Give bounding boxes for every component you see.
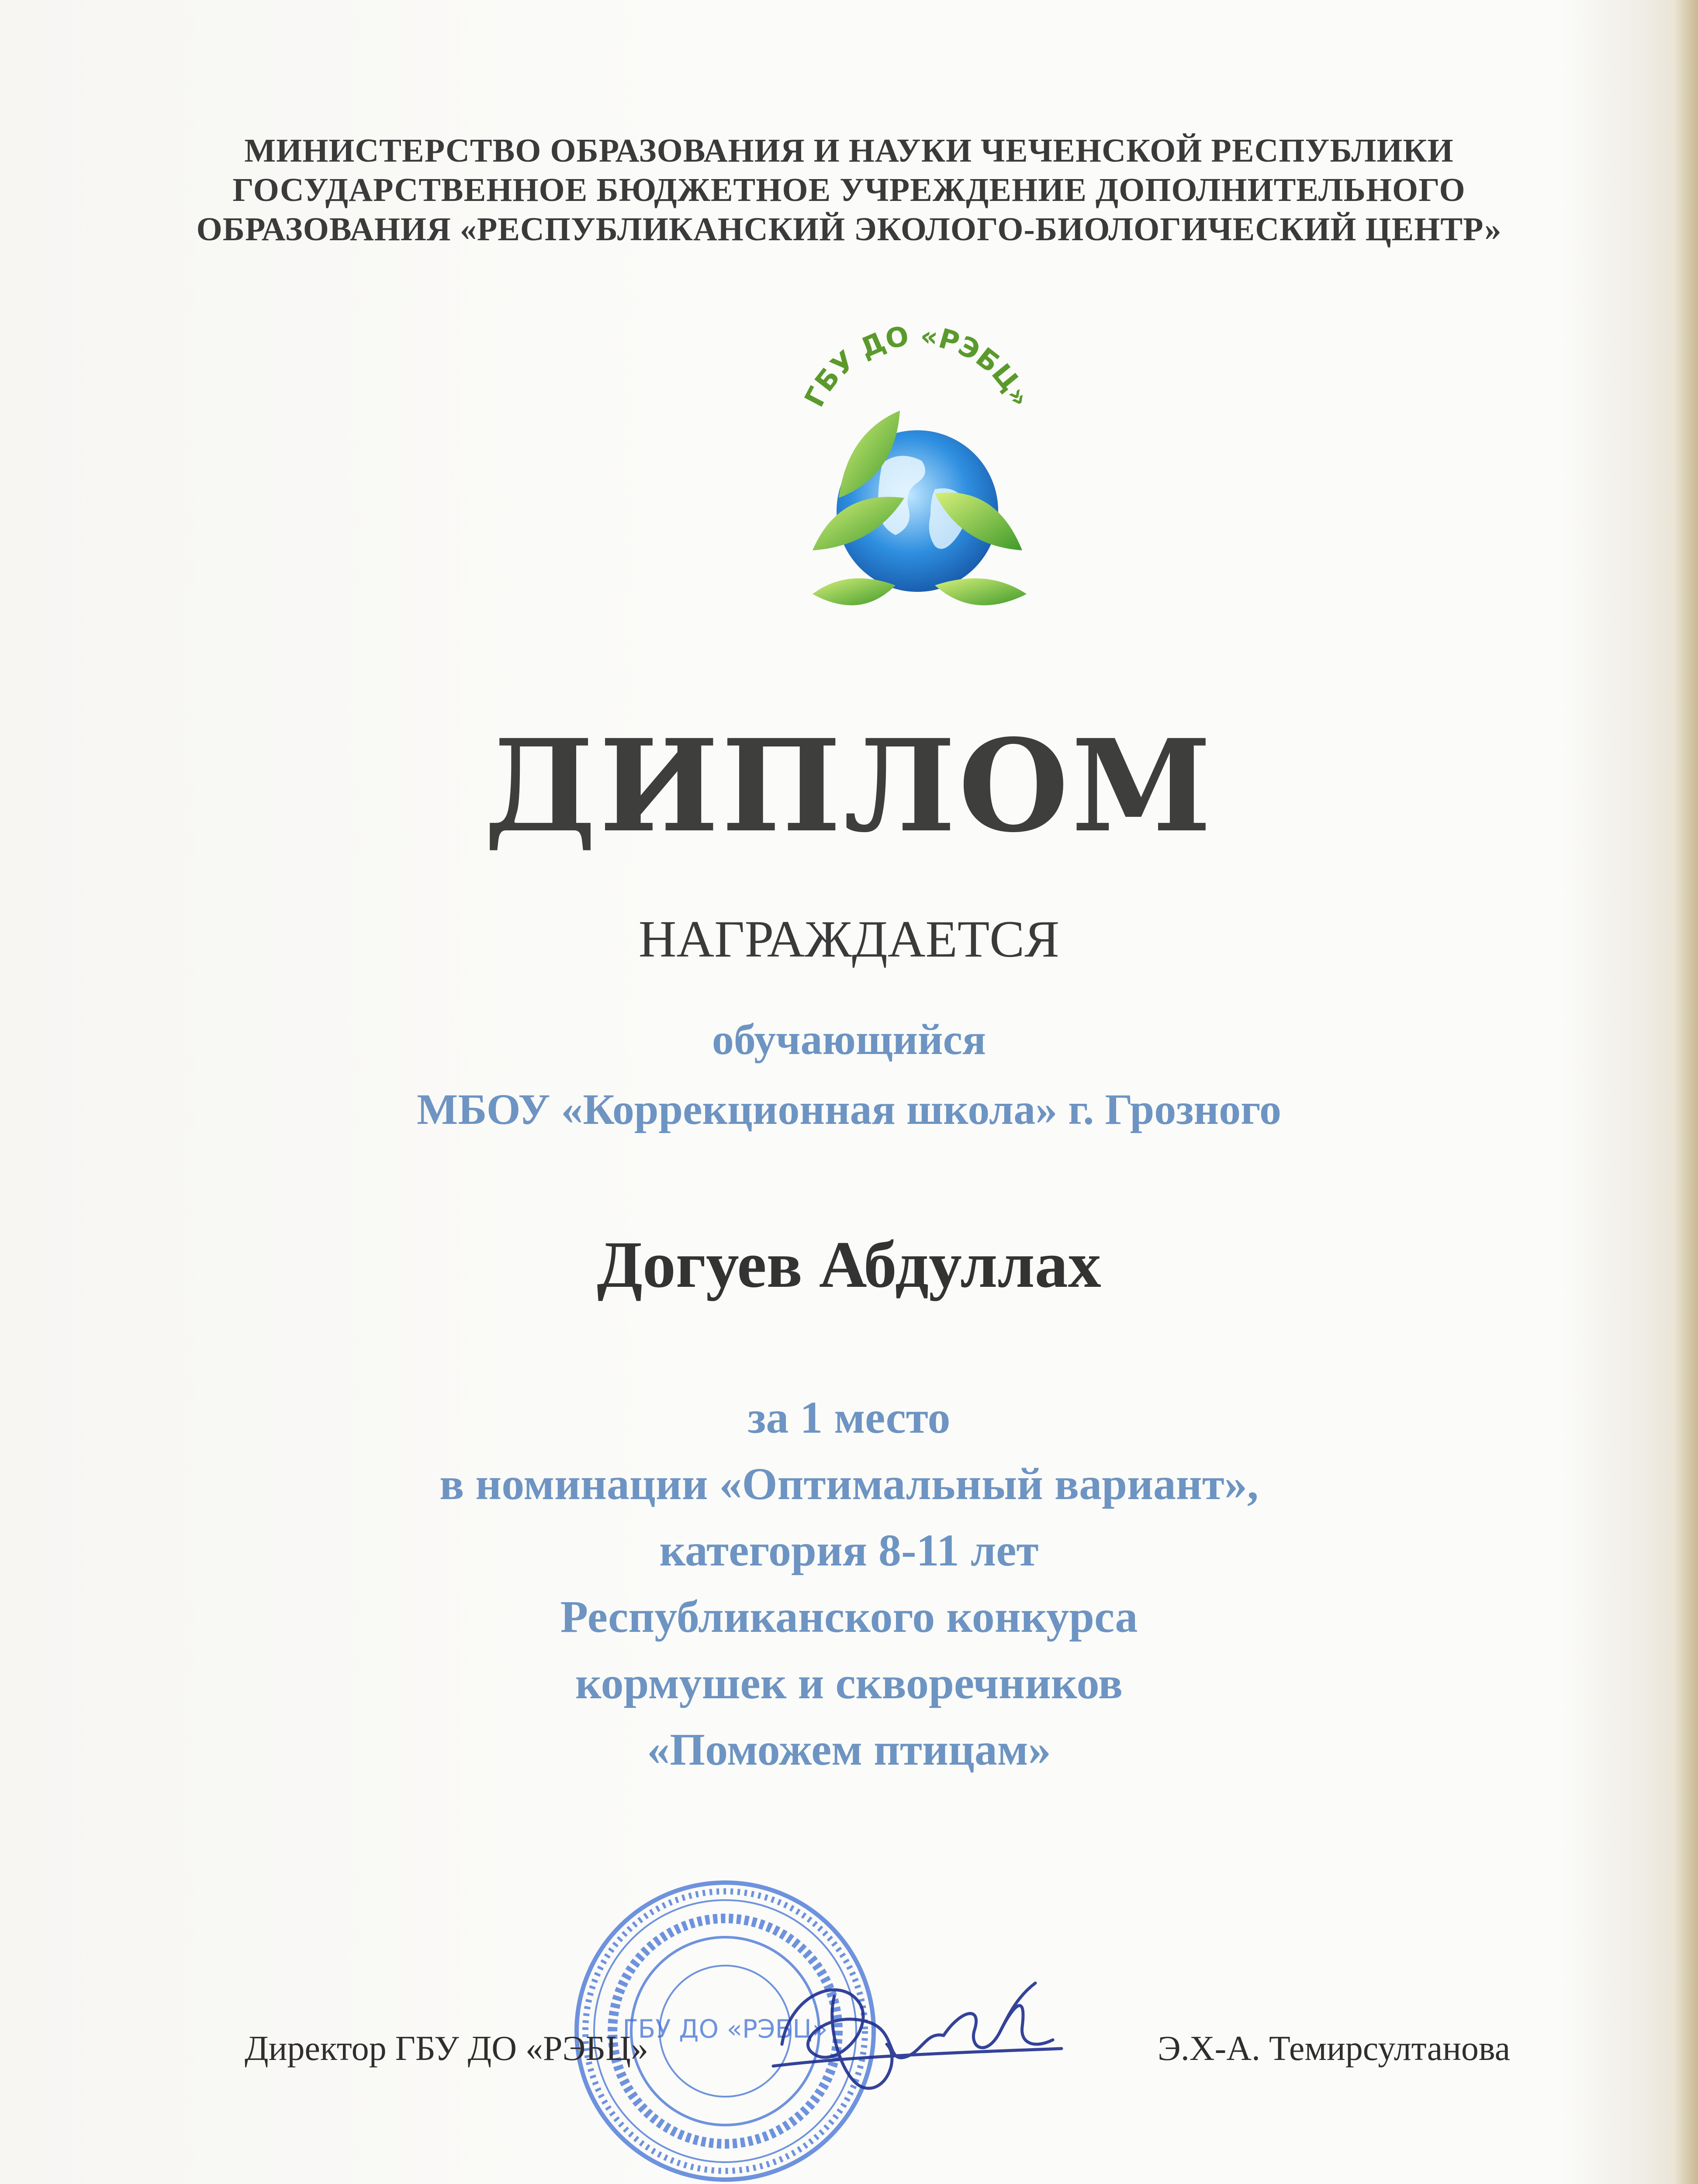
recipient-name: Догуев Абдуллах xyxy=(597,1228,1101,1301)
header-line-1: МИНИСТЕРСТВО ОБРАЗОВАНИЯ И НАУКИ ЧЕЧЕНСКОЙ РЕСПУБЛИКИ xyxy=(244,132,1454,169)
signature-row xyxy=(0,2027,1698,2079)
logo-text: ГБУ ДО «РЭБЦ» xyxy=(798,319,1037,412)
director-position: Директор ГБУ ДО «РЭБЦ» xyxy=(245,2029,648,2068)
student-type: обучающийся xyxy=(712,1015,986,1064)
reason-line-5: кормушек и скворечников xyxy=(575,1658,1123,1708)
globe-with-leaves-icon xyxy=(751,306,1083,638)
school-name: МБОУ «Коррекционная школа» г. Грозного xyxy=(416,1085,1281,1133)
director-name: Э.Х-А. Темирсултанова xyxy=(1158,2029,1511,2068)
award-reason xyxy=(0,1385,1698,1783)
header-line-3: ОБРАЗОВАНИЯ «РЕСПУБЛИКАНСКИЙ ЭКОЛОГО-БИОЛОГИЧЕСКИЙ ЦЕНТР» xyxy=(196,211,1502,248)
diploma-title: ДИПЛОМ xyxy=(484,712,1214,860)
ministry-header xyxy=(0,131,1698,249)
reason-line-2: в номинации «Оптимальный вариант», xyxy=(439,1459,1259,1509)
stamp-text: ГБУ ДО «РЭБЦ» xyxy=(622,2014,828,2044)
reason-line-1: за 1 место xyxy=(747,1393,951,1443)
header-line-2: ГОСУДАРСТВЕННОЕ БЮДЖЕТНОЕ УЧРЕЖДЕНИЕ ДОПОЛНИТЕЛЬНОГО xyxy=(232,172,1466,208)
awarded-label: НАГРАЖДАЕТСЯ xyxy=(638,910,1060,968)
reason-line-3: категория 8-11 лет xyxy=(659,1525,1039,1576)
reason-line-4: Республиканского конкурса xyxy=(560,1592,1138,1642)
reason-line-6: «Поможем птицам» xyxy=(647,1724,1051,1775)
